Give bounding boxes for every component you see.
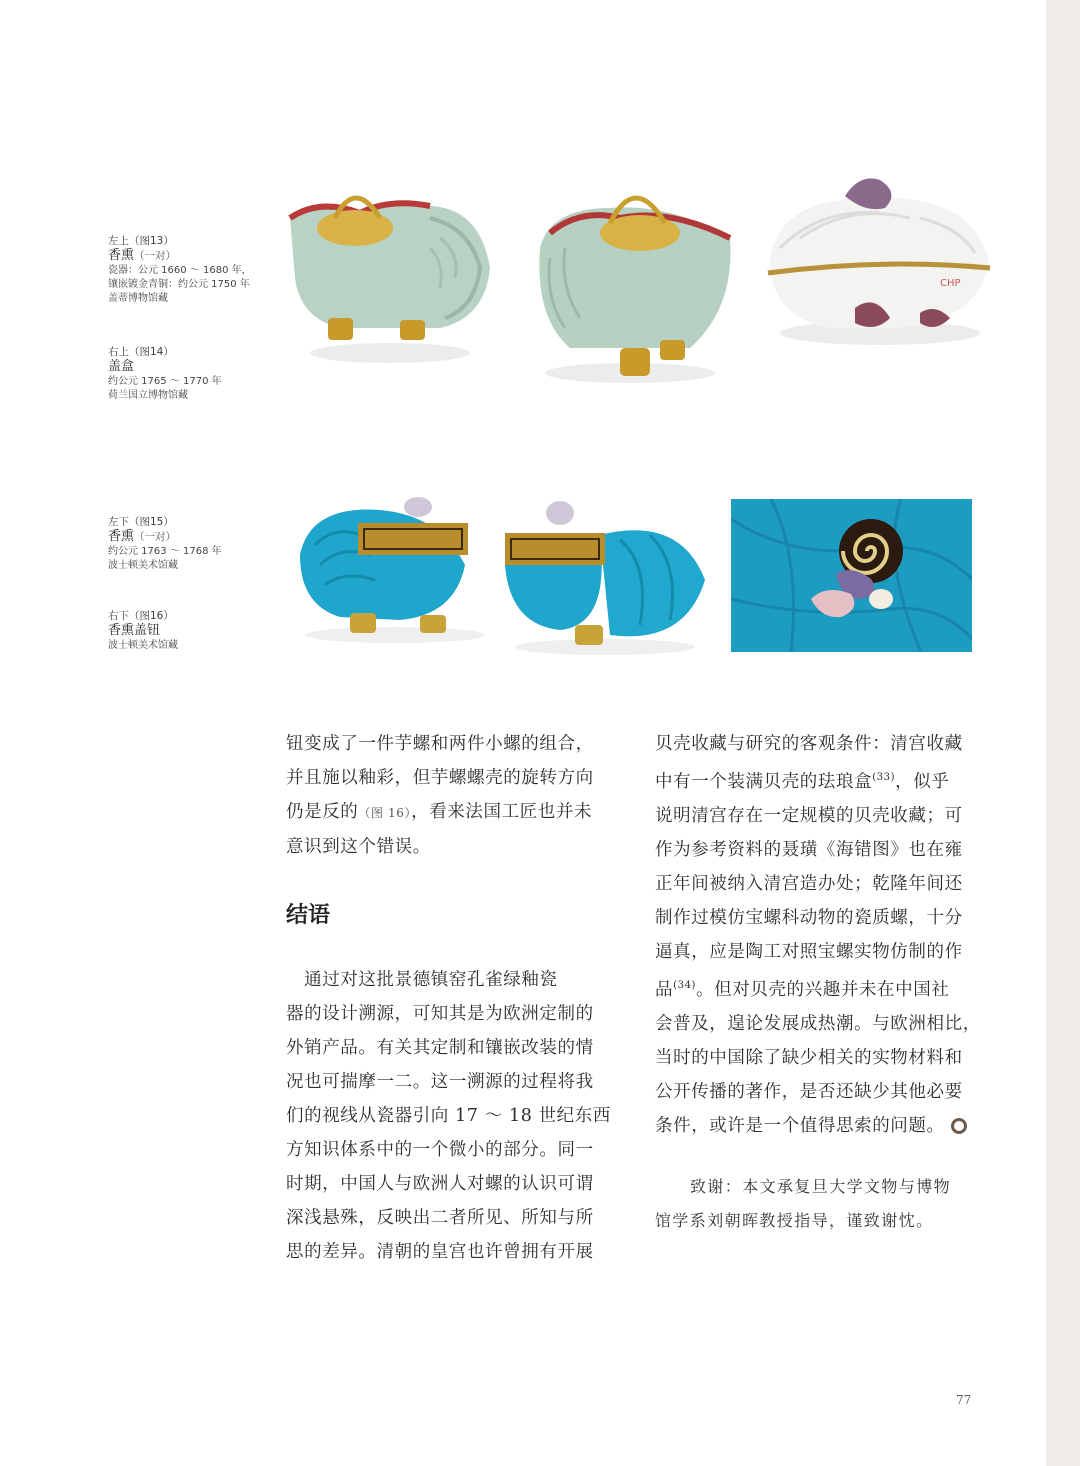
body-line: 制作过模仿宝螺科动物的瓷质螺，十分 <box>655 907 963 928</box>
body-line: 钮变成了一件芋螺和两件小螺的组合， <box>286 734 594 754</box>
footnote-ref: (33) <box>872 772 896 783</box>
body-line: 中有一个装满贝壳的珐琅盒$^{(33)}$，似乎 <box>655 771 950 792</box>
body-line: 正年间被纳入清宫造办处；乾隆年间还 <box>655 873 963 894</box>
caption-title: 盖盒 <box>108 359 135 374</box>
body-line: 逼真，应是陶工对照宝螺实物仿制的作 <box>655 941 963 962</box>
left-text-column-2 <box>286 963 611 1269</box>
caption-title: 香熏（一对） <box>108 248 177 263</box>
body-line: 并且施以釉彩，但芋螺螺壳的旋转方向 <box>286 768 594 788</box>
svg-text:CHP: CHP <box>940 278 961 289</box>
fig13-censer-left-image <box>280 178 500 378</box>
thanks-line: 致谢：本文承复旦大学文物与博物 <box>690 1177 952 1196</box>
body-line: 思的差异。清朝的皇宫也许曾拥有开展 <box>286 1242 594 1262</box>
body-line: 作为参考资料的聂璜《海错图》也在雍 <box>655 839 963 860</box>
caption-title: 香熏盖钮 <box>108 623 161 638</box>
caption-fig14 <box>108 345 222 403</box>
left-text-column <box>286 727 594 864</box>
body-line: 深浅悬殊，反映出二者所见、所知与所 <box>286 1208 594 1228</box>
body-line: 品$^{(34)}$。但对贝壳的兴趣并未在中国社 <box>655 979 950 1000</box>
caption-meta: 瓷器：公元 1660 ～ 1680 年， <box>108 265 252 276</box>
section-heading: 结语 <box>286 903 331 928</box>
body-line: 意识到这个错误。 <box>286 837 431 857</box>
body-line: 条件，或许是一个值得思索的问题。 <box>655 1109 981 1143</box>
acknowledgement-2 <box>655 1204 933 1238</box>
body-line: 当时的中国除了缺少相关的实物材料和 <box>655 1047 963 1068</box>
page-margin-strip <box>1046 0 1080 1466</box>
fig16-finial-closeup-image <box>731 499 972 652</box>
caption-label: 左上（图13） <box>108 235 174 247</box>
end-of-article-icon <box>951 1118 967 1134</box>
body-line: 外销产品。有关其定制和镶嵌改装的情 <box>286 1038 594 1058</box>
body-line: 们的视线从瓷器引向 17 ～ 18 世纪东西 <box>286 1106 611 1126</box>
body-line: 说明清宫存在一定规模的贝壳收藏；可 <box>655 805 963 826</box>
page-number: 77 <box>956 1393 972 1407</box>
acknowledgement <box>690 1170 951 1204</box>
body-line: 贝壳收藏与研究的客观条件：清宫收藏 <box>655 734 963 754</box>
body-line: 公开传播的著作，是否还缺少其他必要 <box>655 1081 963 1102</box>
body-line: 时期，中国人与欧洲人对螺的认识可谓 <box>286 1174 594 1194</box>
body-line: 方知识体系中的一个微小的部分。同一 <box>286 1140 594 1160</box>
body-line: 仍是反的（图 16），看来法国工匠也并未 <box>286 802 593 822</box>
fig14-covered-box-image <box>760 168 995 358</box>
fig13-censer-right-image <box>520 178 745 403</box>
caption-title: 香熏（一对） <box>108 529 177 544</box>
caption-fig13 <box>108 234 252 306</box>
caption-meta: 荷兰国立博物馆藏 <box>108 390 188 401</box>
caption-fig15 <box>108 515 222 573</box>
body-line: 会普及，遑论发展成热潮。与欧洲相比， <box>655 1013 981 1034</box>
body-line: 况也可揣摩一二。这一溯源的过程将我 <box>286 1072 594 1092</box>
fig15-censer-right-image <box>500 495 710 660</box>
body-line: 通过对这批景德镇窑孔雀绿釉瓷 <box>286 970 558 990</box>
caption-fig16 <box>108 609 178 653</box>
figure-reference: （图 16） <box>358 806 412 820</box>
caption-label: 左下（图15） <box>108 516 174 528</box>
caption-meta: 波士顿美术馆藏 <box>108 640 178 651</box>
caption-label: 右上（图14） <box>108 346 174 358</box>
thanks-line: 馆学系刘朝晖教授指导，谨致谢忱。 <box>655 1211 934 1230</box>
body-line: 器的设计溯源，可知其是为欧洲定制的 <box>286 1004 594 1024</box>
caption-meta: 镶嵌镀金青铜：约公元 1750 年 <box>108 279 250 290</box>
fig15-censer-left-image <box>290 485 500 650</box>
footnote-ref: (34) <box>673 979 697 991</box>
right-text-column <box>655 727 981 1143</box>
caption-meta: 约公元 1765 ～ 1770 年 <box>108 376 222 387</box>
caption-label: 右下（图16） <box>108 610 174 622</box>
caption-meta: 波士顿美术馆藏 <box>108 560 178 571</box>
caption-meta: 盖蒂博物馆藏 <box>108 293 168 304</box>
caption-meta: 约公元 1763 ～ 1768 年 <box>108 546 222 557</box>
